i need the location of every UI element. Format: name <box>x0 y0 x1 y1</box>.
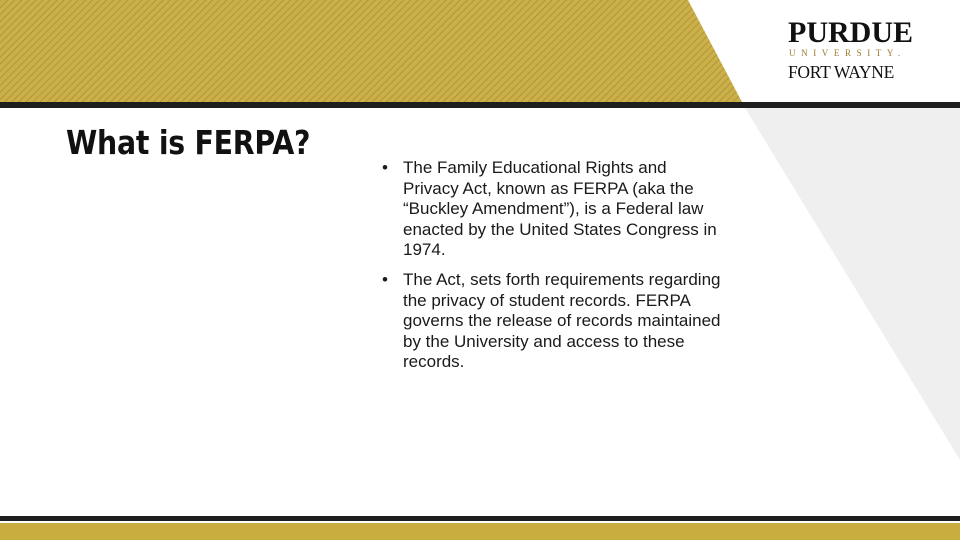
gold-hatched-banner <box>0 0 742 102</box>
bottom-white-gap <box>0 521 960 523</box>
bullet-list <box>376 158 721 382</box>
purdue-fort-wayne-logo <box>782 16 912 86</box>
bottom-stripe <box>0 516 960 540</box>
bullet-item <box>376 270 721 373</box>
logo-university-text: UNIVERSITY. <box>789 48 906 58</box>
bottom-dark-line <box>0 516 960 521</box>
logo-fort-wayne-text: FORT WAYNE <box>788 62 894 82</box>
slide-title: What is FERPA? <box>66 123 311 162</box>
bullet-dot: • <box>382 269 388 289</box>
gray-diagonal-band <box>745 108 960 460</box>
logo-purdue-text: PURDUE <box>788 16 913 49</box>
banner-dark-stripe <box>0 102 960 108</box>
bullet-text: The Family Educational Rights and Privacy Act, known as FERPA (aka the “Buckley Amendment”), is a Federal law enacted by the United States Congress in 1974. <box>403 158 717 260</box>
bullet-dot: • <box>382 158 388 177</box>
bullet-item <box>376 158 721 261</box>
bullet-text: The Act, sets forth requirements regarding the privacy of student records. FERPA governs the release of records maintained by the University and access to these records. <box>403 269 721 372</box>
bottom-gold-bar <box>0 523 960 540</box>
